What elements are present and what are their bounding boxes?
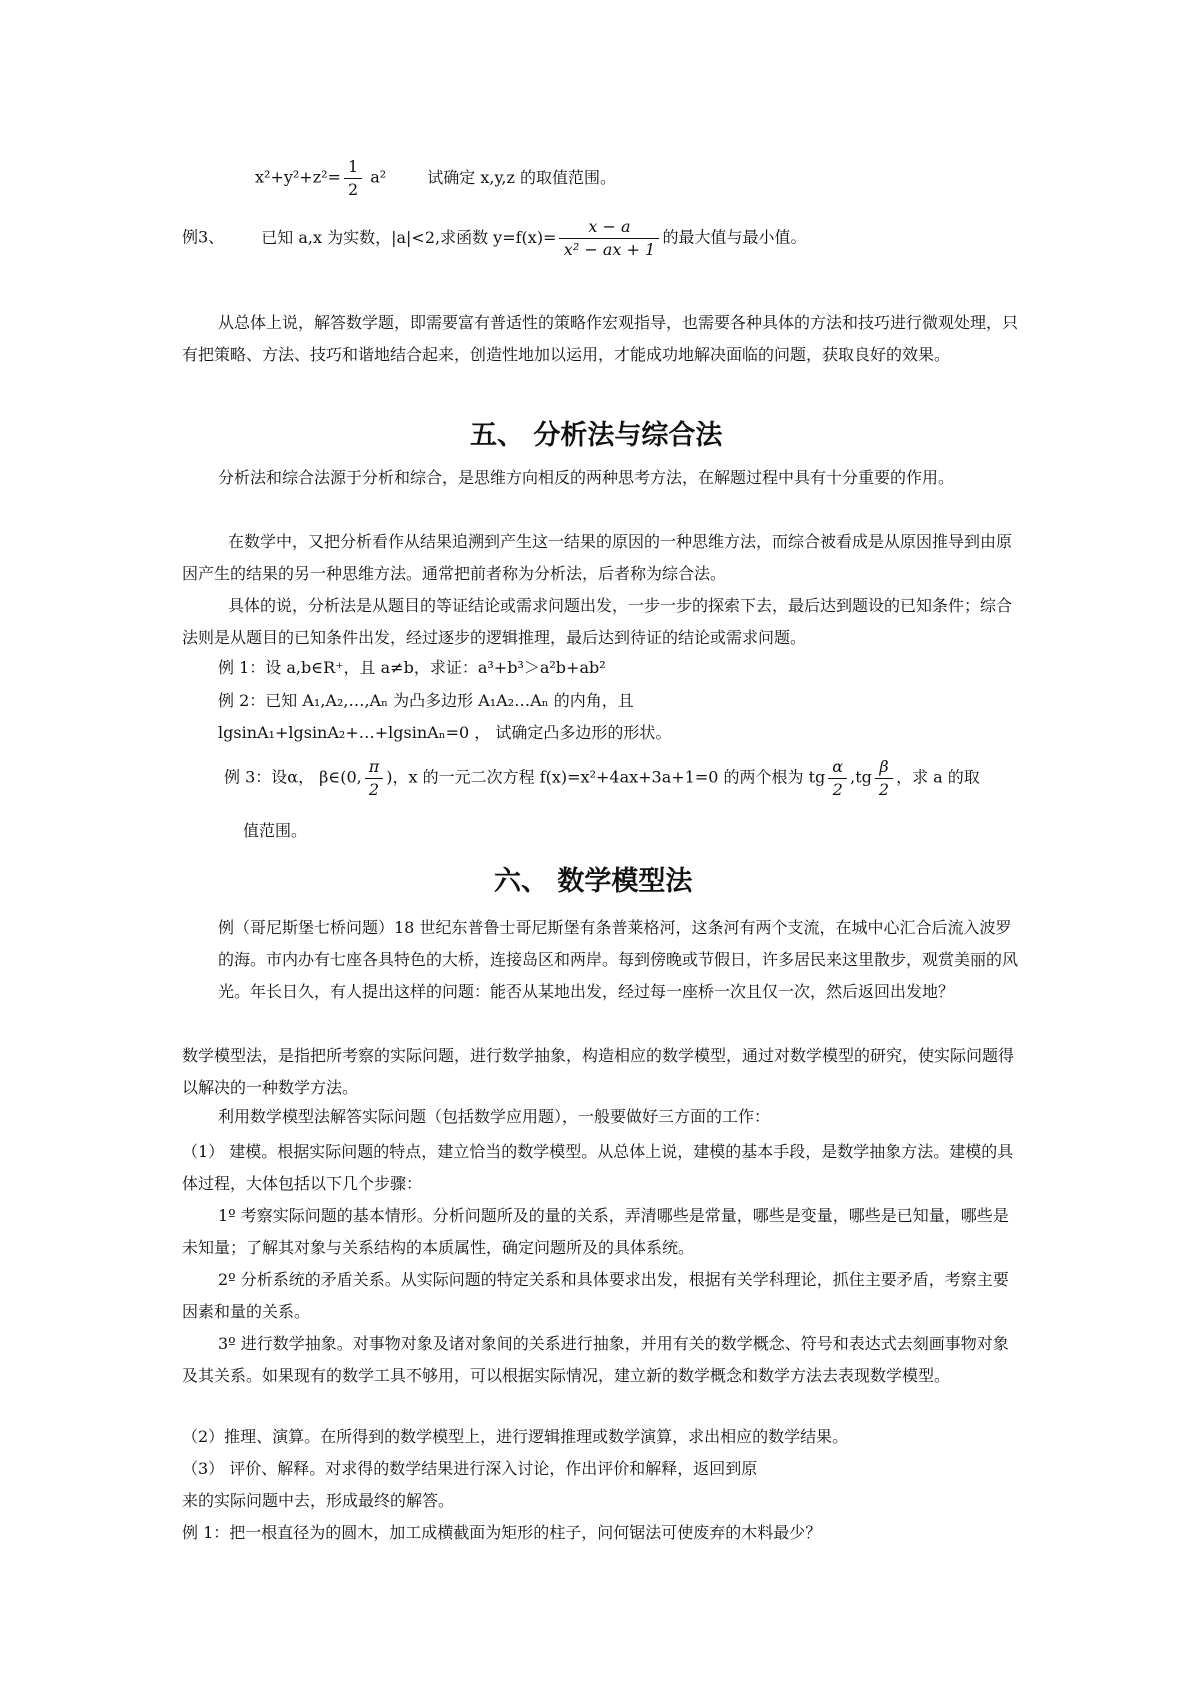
fraction-numerator: β (875, 758, 893, 779)
paragraph-6-bridge-example: 例（哥尼斯堡七桥问题）18 世纪东普鲁士哥尼斯堡有条普莱格河，这条河有两个支流，在城中心汇合后流入波罗的海。市内办有七座各具特色的大桥，连接岛区和两岸。每到傍晚或节假日，许多居民来这里散步，观赏美丽的风光。年长日久，有人提出这样的问题：能否从某地出发，经过每一座桥一次且仅一次，然后返回出发地？ (218, 918, 1019, 1001)
example-3-function (182, 218, 806, 258)
fraction-numerator: α (828, 758, 847, 779)
step-2: 2º 分析系统的矛盾关系。从实际问题的特定关系和具体要求出发，根据有关学科理论，抓住主要矛盾，考察主要因素和量的关系。 (182, 1270, 1009, 1321)
paragraph-5-2: 在数学中，又把分析看作从结果追溯到产生这一结果的原因的一种思维方法，而综合被看成是从原因推导到由原因产生的结果的另一种思维方法。通常把前者称为分析法，后者称为综合法。 (182, 532, 1013, 583)
function-fraction (559, 218, 659, 258)
fraction-beta-over-2 (875, 758, 893, 798)
step-1: 1º 考察实际问题的基本情形。分析问题所及的量的关系，弄清哪些是常量，哪些是变量，哪些是已知量，哪些是未知量；了解其对象与关系结构的本质属性，确定问题所及的具体系统。 (182, 1206, 1009, 1257)
example-5-3-line2: 值范围。 (243, 821, 308, 840)
equation-task: 试确定 x,y,z 的取值范围。 (427, 167, 616, 187)
example-separator: ,tg (850, 767, 872, 787)
paragraph-6-definition: 数学模型法，是指把所考察的实际问题，进行数学抽象，构造相应的数学模型，通过对数学模型的研究，使实际问题得以解决的一种数学方法。 (182, 1046, 1015, 1097)
step-3: 3º 进行数学抽象。对事物对象及诸对象间的关系进行抽象，并用有关的数学概念、符号和表达式去刻画事物对象及其关系。如果现有的数学工具不够用，可以根据实际情况，建立新的数学概念和数学方法去表现数学模型。 (182, 1334, 1009, 1385)
example-text-mid: )，x 的一元二次方程 f(x)=x²+4ax+3a+1=0 的两个根为 tg (386, 767, 826, 787)
example-text-end: ，求 a 的取 (896, 767, 980, 787)
example-6-1: 例 1：把一根直径为的圆木，加工成横截面为矩形的柱子，问何锯法可使废弃的木料最少？ (182, 1523, 822, 1542)
fraction-denominator: 2 (832, 779, 843, 799)
example-text: 已知 a,x 为实数，|a|<2,求函数 y=f(x)= (261, 227, 557, 247)
fraction-numerator: 1 (344, 158, 362, 179)
example-5-2-line1: 例 2：已知 A₁,A₂,…,Aₙ 为凸多边形 A₁A₂…Aₙ 的内角，且 (218, 691, 634, 710)
example-text: 例 3：设α， β∈(0, (224, 767, 362, 787)
fraction-alpha-over-2 (828, 758, 847, 798)
paragraph-summary: 从总体上说，解答数学题，即需要富有普适性的策略作宏观指导，也需要各种具体的方法和技巧进行微观处理，只有把策略、方法、技巧和谐地结合起来，创造性地加以运用，才能成功地解决面临的问题，获取良好的效果。 (182, 313, 1019, 364)
fraction-denominator: 2 (347, 179, 359, 199)
section-heading-5: 五、 分析法与综合法 (470, 420, 723, 451)
section-heading-6: 六、 数学模型法 (494, 866, 693, 897)
paragraph-5-1: 分析法和综合法源于分析和综合，是思维方向相反的两种思考方法，在解题过程中具有十分重要的作用。 (218, 468, 955, 487)
item-3-evaluation-line1: （3） 评价、解释。对求得的数学结果进行深入讨论，作出评价和解释，返回到原 (182, 1459, 758, 1478)
item-2-reasoning: （2）推理、演算。在所得到的数学模型上，进行逻辑推理或数学演算，求出相应的数学结果。 (182, 1427, 849, 1446)
example-text-end: 的最大值与最小值。 (662, 227, 807, 247)
equation-line (255, 158, 616, 198)
paragraph-6-usage: 利用数学模型法解答实际问题（包括数学应用题），一般要做好三方面的工作： (218, 1107, 771, 1126)
fraction-denominator: 2 (368, 779, 380, 799)
fraction-pi-over-2 (365, 758, 384, 798)
function-denominator: x² − ax + 1 (563, 239, 656, 259)
example-5-3 (224, 758, 980, 798)
example-5-2-line2: lgsinA₁+lgsinA₂+…+lgsinAₙ=0 ， 试确定凸多边形的形状。 (218, 723, 672, 742)
item-3-evaluation-line2: 来的实际问题中去，形成最终的解答。 (182, 1491, 455, 1510)
example-label: 例3、 (182, 227, 225, 247)
function-numerator: x − a (559, 218, 659, 239)
fraction-numerator: π (365, 758, 384, 779)
fraction-half (344, 158, 362, 198)
fraction-denominator: 2 (878, 779, 890, 799)
equation-right: a² (365, 167, 387, 187)
paragraph-5-3: 具体的说，分析法是从题目的等证结论或需求问题出发，一步一步的探索下去，最后达到题设的已知条件；综合法则是从题目的已知条件出发，经过逐步的逻辑推理，最后达到待证的结论或需求问题。 (182, 596, 1013, 647)
item-1-modeling: （1） 建模。根据实际问题的特点，建立恰当的数学模型。从总体上说，建模的基本手段，是数学抽象方法。建模的具体过程，大体包括以下几个步骤： (182, 1142, 1014, 1193)
equation-left: x²+y²+z²= (255, 167, 341, 187)
example-5-1: 例 1：设 a,b∈R⁺，且 a≠b，求证：a³+b³＞a²b+ab² (218, 658, 606, 677)
